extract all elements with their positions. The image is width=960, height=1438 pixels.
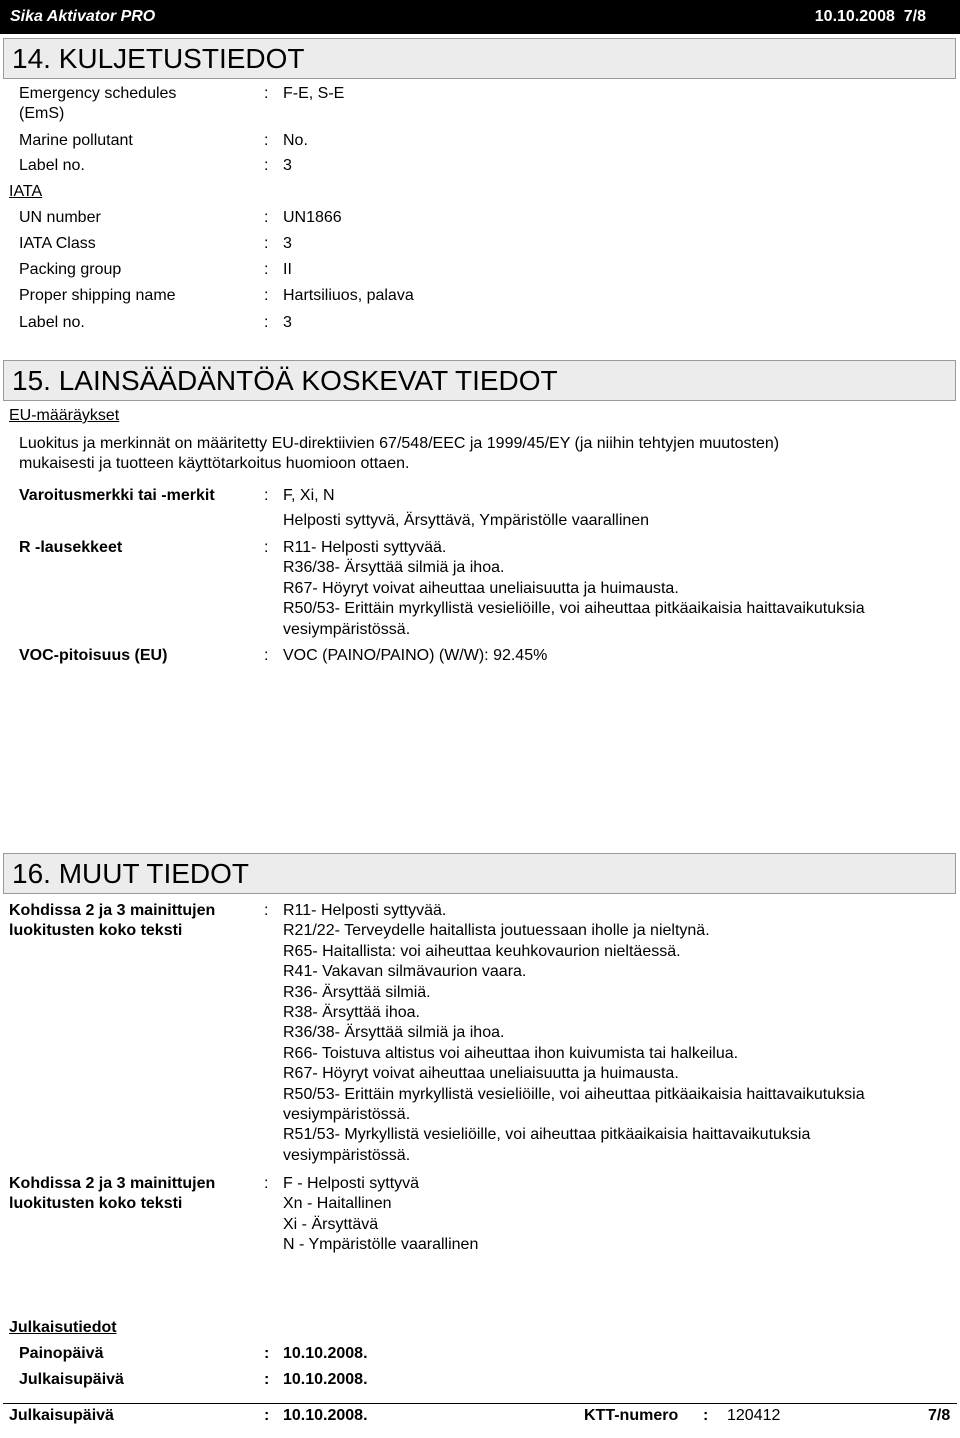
list-item: Xi - Ärsyttävä — [283, 1215, 379, 1233]
document-header — [0, 0, 960, 34]
warning-label: Varoitusmerkki tai -merkit — [19, 487, 215, 504]
colon: : — [264, 647, 269, 664]
colon: : — [264, 85, 269, 102]
list-item: R51/53- Myrkyllistä vesieliöille, voi aiheuttaa pitkäaikaisia haittavaikutuksia — [283, 1126, 811, 1144]
label-no-label: Label no. — [19, 314, 85, 331]
section-16-heading: 16. MUUT TIEDOT — [3, 853, 956, 894]
eu-regulations-heading: EU-määräykset — [9, 407, 120, 424]
list-item: R21/22- Terveydelle haitallista joutuessaan iholle ja nieltynä. — [283, 922, 710, 940]
un-label: UN number — [19, 209, 101, 226]
list-item: vesiympäristössä. — [283, 1106, 411, 1124]
colon: : — [264, 1345, 270, 1362]
r-phrases-label: R -lausekkeet — [19, 539, 123, 556]
publication-heading: Julkaisutiedot — [9, 1319, 117, 1336]
ktt-number-value: 120412 — [727, 1407, 781, 1424]
ktt-number-label: KTT-numero — [584, 1407, 679, 1424]
iata-class-label: IATA Class — [19, 235, 96, 252]
packing-group-value: II — [283, 261, 292, 278]
list-item: R50/53- Erittäin myrkyllistä vesieliöille, voi aiheuttaa pitkäaikaisia haittavaikutuksia — [283, 1085, 865, 1103]
full-text-label: Kohdissa 2 ja 3 mainittujen — [9, 1175, 216, 1192]
list-item: vesiympäristössä. — [283, 620, 411, 638]
colon: : — [264, 539, 269, 556]
marine-label: Marine pollutant — [19, 132, 133, 149]
list-item: R41- Vakavan silmävaurion vaara. — [283, 963, 527, 981]
section-14-heading: 14. KULJETUSTIEDOT — [3, 38, 956, 79]
classification-intro: Luokitus ja merkinnät on määritetty EU-direktiivien 67/548/EEC ja 1999/45/EY (ja niihin tehtyjen muutosten) — [19, 435, 780, 452]
colon: : — [264, 902, 269, 919]
publication-date-value: 10.10.2008. — [283, 1371, 368, 1388]
colon: : — [264, 314, 269, 331]
colon: : — [264, 287, 269, 304]
colon: : — [264, 209, 269, 226]
full-text-label: Kohdissa 2 ja 3 mainittujen — [9, 902, 216, 919]
voc-label: VOC-pitoisuus (EU) — [19, 647, 168, 664]
print-date-label: Painopäivä — [19, 1345, 104, 1362]
header-date: 10.10.2008 7/8 — [814, 8, 926, 25]
footer-page-number: 7/8 — [928, 1407, 951, 1424]
warning-description: Helposti syttyvä, Ärsyttävä, Ympäristölle vaarallinen — [283, 512, 650, 529]
list-item: R65- Haitallista: voi aiheuttaa keuhkovaurion nieltäessä. — [283, 942, 681, 960]
footer-publication-value: 10.10.2008. — [283, 1407, 368, 1424]
list-item: N - Ympäristölle vaarallinen — [283, 1236, 479, 1254]
list-item: R67- Höyryt voivat aiheuttaa uneliaisuutta ja huimausta. — [283, 1065, 679, 1083]
colon: : — [264, 487, 269, 504]
colon: : — [264, 261, 269, 278]
label-no-value: 3 — [283, 157, 292, 174]
packing-group-label: Packing group — [19, 261, 122, 278]
ems-value: F-E, S-E — [283, 85, 345, 102]
colon: : — [703, 1407, 709, 1424]
colon: : — [264, 1371, 270, 1388]
ems-label-cont: (EmS) — [19, 105, 65, 122]
un-value: UN1866 — [283, 209, 342, 226]
list-item: R38- Ärsyttää ihoa. — [283, 1004, 420, 1022]
warning-value: F, Xi, N — [283, 487, 335, 504]
list-item: R11- Helposti syttyvää. — [283, 902, 447, 919]
list-item: R36/38- Ärsyttää silmiä ja ihoa. — [283, 1024, 505, 1042]
section-15-heading: 15. LAINSÄÄDÄNTÖÄ KOSKEVAT TIEDOT — [3, 360, 956, 401]
symbols-full-list — [283, 1174, 478, 1256]
shipping-name-label: Proper shipping name — [19, 287, 176, 304]
print-date-value: 10.10.2008. — [283, 1345, 368, 1362]
label-no-label: Label no. — [19, 157, 85, 174]
colon: : — [264, 157, 269, 174]
colon: : — [264, 1175, 269, 1192]
list-item: R66- Toistuva altistus voi aiheuttaa ihon kuivumista tai halkeilua. — [283, 1044, 739, 1062]
colon: : — [264, 235, 269, 252]
list-item: R67- Höyryt voivat aiheuttaa uneliaisuutta ja huimausta. — [283, 579, 679, 597]
colon: : — [264, 1407, 270, 1424]
list-item: R11- Helposti syttyvää. — [283, 539, 447, 556]
publication-date-label: Julkaisupäivä — [19, 1371, 124, 1388]
marine-value: No. — [283, 132, 308, 149]
iata-heading: IATA — [9, 183, 43, 200]
list-item: R50/53- Erittäin myrkyllistä vesieliöille, voi aiheuttaa pitkäaikaisia haittavaikutuksia — [283, 600, 865, 618]
full-text-label-cont: luokitusten koko teksti — [9, 1195, 183, 1212]
label-no-value: 3 — [283, 314, 292, 331]
footer-divider — [3, 1403, 957, 1404]
footer-publication-label: Julkaisupäivä — [9, 1407, 114, 1424]
product-title: Sika Aktivator PRO — [10, 8, 156, 25]
list-item: vesiympäristössä. — [283, 1146, 411, 1164]
list-item: F - Helposti syttyvä — [283, 1175, 420, 1192]
list-item: R36- Ärsyttää silmiä. — [283, 983, 431, 1001]
iata-class-value: 3 — [283, 235, 292, 252]
shipping-name-value: Hartsiliuos, palava — [283, 287, 414, 304]
colon: : — [264, 132, 269, 149]
voc-value: VOC (PAINO/PAINO) (W/W): 92.45% — [283, 647, 548, 664]
ems-label: Emergency schedules — [19, 85, 177, 102]
full-text-label-cont: luokitusten koko teksti — [9, 922, 183, 939]
classification-intro-cont: mukaisesti ja tuotteen käyttötarkoitus huomioon ottaen. — [19, 455, 410, 472]
list-item: R36/38- Ärsyttää silmiä ja ihoa. — [283, 559, 505, 577]
r-phrases-full-list — [283, 901, 865, 1166]
r-phrases-list — [283, 538, 865, 640]
list-item: Xn - Haitallinen — [283, 1195, 392, 1213]
